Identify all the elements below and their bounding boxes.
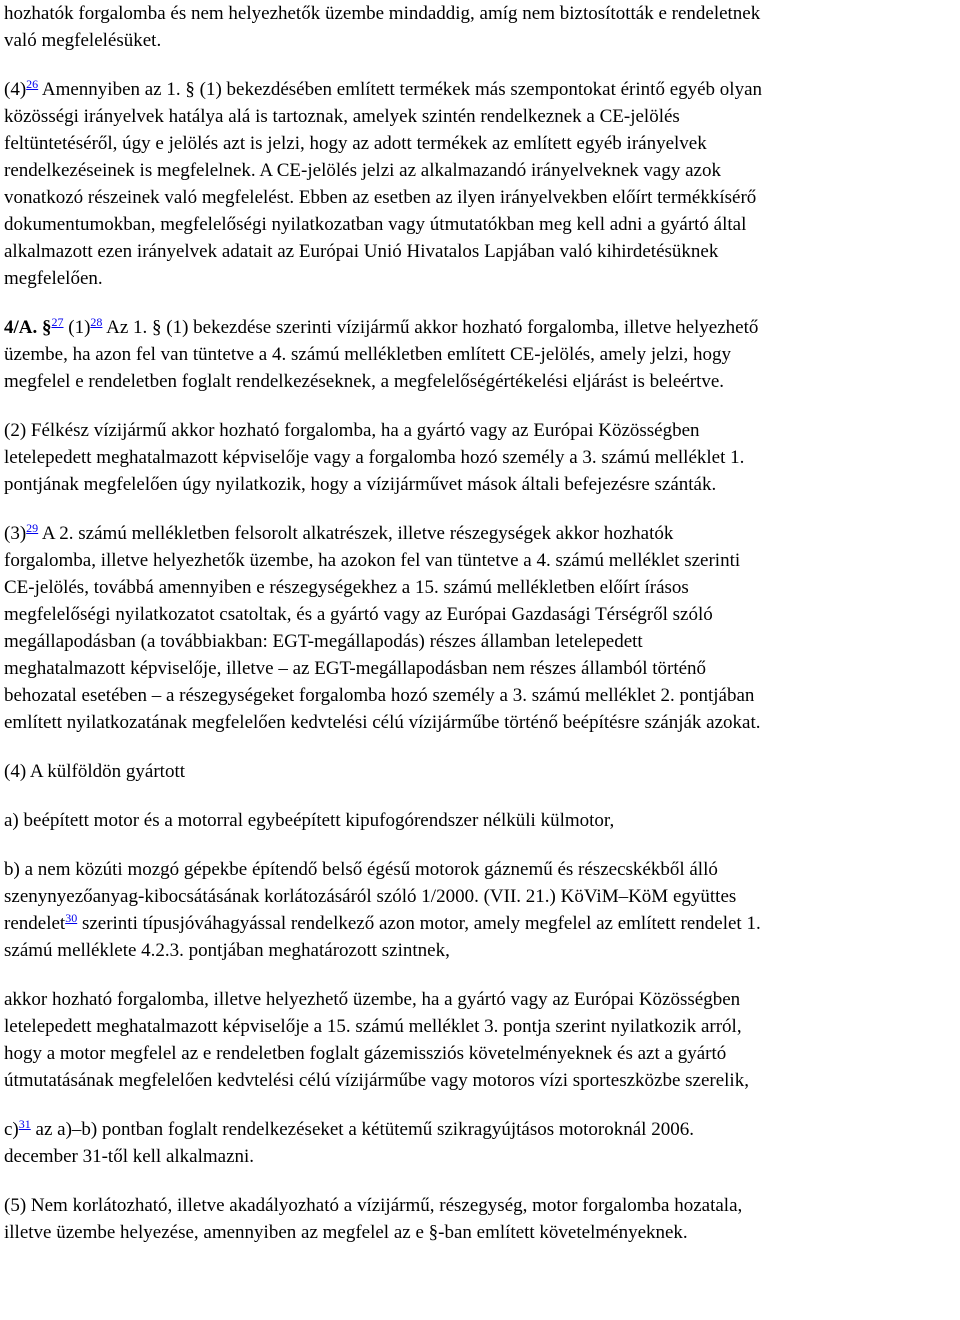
text-line: meghatalmazott képviselője, illetve – az EGT-megállapodásban nem részes államból történő — [4, 658, 707, 679]
section-4a-paragraph-2 — [4, 417, 956, 498]
section-4a-paragraph-5 — [4, 1192, 956, 1246]
text-line: alkalmazott ezen irányelvek adatait az Európai Unió Hivatalos Lapjában való kihirdetésüknek — [4, 241, 719, 262]
text-line: b) a nem közúti mozgó gépekbe építendő belső égésű motorok gáznemű és részecskékből álló — [4, 859, 718, 880]
text-line: megfelelően. — [4, 268, 103, 289]
text-line: (4) A külföldön gyártott — [4, 761, 186, 782]
text-line: számú melléklete 4.2.3. pontjában meghatározott szintnek, — [4, 940, 450, 961]
text-line: letelepedett meghatalmazott képviselője a 15. számú melléklet 3. pontja szerint nyilatkozik arról, — [4, 1016, 742, 1037]
section-4a-paragraph-3 — [4, 520, 956, 736]
section-heading: 4/A. § — [4, 317, 52, 338]
text-line: forgalomba, illetve helyezhetők üzembe, ha azokon fel van tüntetve a 4. számú melléklet szerinti — [4, 550, 741, 571]
point-b — [4, 856, 956, 964]
text-span: az a)–b) pontban foglalt rendelkezéseket a kétütemű szikragyújtásos motoroknál 2006. — [30, 1119, 694, 1140]
text-line: dokumentumokban, megfelelőségi nyilatkozatban vagy útmutatókban meg kell adni a gyártó által — [4, 214, 747, 235]
footnote-link-27[interactable]: 27 — [51, 315, 64, 329]
section-4a-paragraph-4-closing — [4, 986, 956, 1094]
paragraph-number: (4) — [4, 79, 27, 100]
text-line: illetve üzembe helyezése, amennyiben az megfelel az e §-ban említett követelményeknek. — [4, 1222, 688, 1243]
text-line: december 31-től kell alkalmazni. — [4, 1146, 255, 1167]
text-line: vonatkozó részeinek való megfelelést. Ebben az esetben az ilyen irányelvekben előírt termékkísérő — [4, 187, 757, 208]
text-line: útmutatásának megfelelően kedvtelési célú vízijárműbe vagy motoros vízi sporteszközbe szerelik, — [4, 1070, 749, 1091]
footnote-link-31[interactable]: 31 — [18, 1117, 31, 1131]
text-line: letelepedett meghatalmazott képviselője vagy a forgalomba hozó személy a 3. számú melléklet 1. — [4, 447, 745, 468]
text-span: szerinti típusjóváhagyással rendelkező azon motor, amely megfelel az említett rendelet 1. — [77, 913, 761, 934]
text-line: behozatal esetében – a részegységeket forgalomba hozó személy a 3. számú melléklet 2. pontjában — [4, 685, 755, 706]
text-line: hogy a motor megfelel az e rendeletben foglalt gázemissziós követelményeknek és azt a gyártó — [4, 1043, 727, 1064]
text-line: (5) Nem korlátozható, illetve akadályozható a vízijármű, részegység, motor forgalomba hozatala, — [4, 1195, 743, 1216]
text-line: akkor hozható forgalomba, illetve helyezhető üzembe, ha a gyártó vagy az Európai Közösségben — [4, 989, 741, 1010]
text-line — [4, 76, 956, 103]
text-span: Az 1. § (1) bekezdése szerinti vízijármű akkor hozható forgalomba, illetve helyezhető — [102, 317, 759, 338]
paragraph-number: (1) — [63, 317, 91, 338]
text-line: rendelkezéseinek is megfelelnek. A CE-jelölés jelzi az alkalmazandó irányelveknek vagy azok — [4, 160, 721, 181]
text-line: pontjának megfelelően úgy nyilatkozik, hogy a vízijárművet mások általi befejezésre szánták. — [4, 474, 717, 495]
text-line: szenynyezőanyag-kibocsátásának korlátozásáról szóló 1/2000. (VII. 21.) KöViM–KöM együttes — [4, 886, 737, 907]
text-line: a) beépített motor és a motorral egybeépített kipufogórendszer nélküli külmotor, — [4, 810, 615, 831]
text-line — [4, 1116, 956, 1143]
text-line: üzembe, ha azon fel van tüntetve a 4. számú mellékletben említett CE-jelölés, amely jelzi, hogy — [4, 344, 732, 365]
text-line: való megfelelésüket. — [4, 30, 162, 51]
point-a — [4, 807, 956, 834]
text-line: hozhatók forgalomba és nem helyezhetők üzembe mindaddig, amíg nem biztosították e rendeletnek — [4, 3, 761, 24]
paragraph-continuation — [4, 0, 956, 54]
footnote-link-28[interactable]: 28 — [90, 315, 103, 329]
text-line: említett nyilatkozatának megfelelően kedvtelési célú vízijárműbe történő beépítésre szánják azokat. — [4, 712, 761, 733]
section-4a-paragraph-4-intro — [4, 758, 956, 785]
paragraph-4 — [4, 76, 956, 292]
text-line: megfelelőségi nyilatkozatot csatoltak, és a gyártó vagy az Európai Gazdasági Térségről szóló — [4, 604, 713, 625]
text-line — [4, 910, 956, 937]
text-span: A 2. számú mellékletben felsorolt alkatrészek, illetve részegységek akkor hozhatók — [38, 523, 674, 544]
paragraph-number: (3) — [4, 523, 27, 544]
section-4a-paragraph-1 — [4, 314, 956, 395]
footnote-link-29[interactable]: 29 — [26, 521, 39, 535]
text-line: feltüntetéséről, úgy e jelölés azt is jelzi, hogy az adott termékek az említett egyéb irányelvek — [4, 133, 707, 154]
text-line: megállapodásban (a továbbiakban: EGT-megállapodás) részes államban letelepedett — [4, 631, 643, 652]
footnote-link-30[interactable]: 30 — [65, 911, 78, 925]
text-line — [4, 314, 956, 341]
text-line: közösségi irányelvek hatálya alá is tartoznak, amelyek szintén rendelkeznek a CE-jelölés — [4, 106, 680, 127]
footnote-link-26[interactable]: 26 — [26, 77, 39, 91]
point-c — [4, 1116, 956, 1170]
text-line: CE-jelölés, továbbá amennyiben e részegységekhez a 15. számú mellékletben előírt írásos — [4, 577, 689, 598]
text-line: (2) Félkész vízijármű akkor hozható forgalomba, ha a gyártó vagy az Európai Közösségben — [4, 420, 700, 441]
text-span: Amennyiben az 1. § (1) bekezdésében említett termékek más szempontokat érintő egyéb olyan — [38, 79, 763, 100]
text-line: megfelel e rendeletben foglalt rendelkezéseknek, a megfelelőségértékelési eljárást is beleértve. — [4, 371, 725, 392]
text-line — [4, 520, 956, 547]
point-label: c) — [4, 1119, 19, 1140]
text-span: rendelet — [4, 913, 66, 934]
